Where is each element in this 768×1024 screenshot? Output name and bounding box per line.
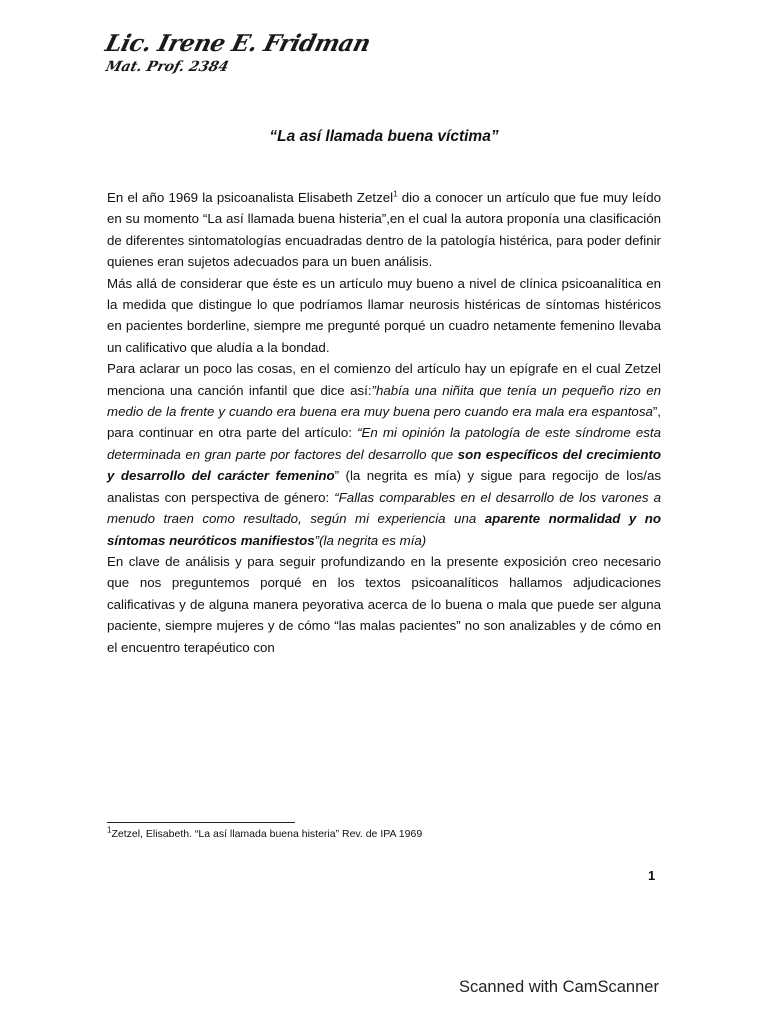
paragraph-3-intro: Para aclarar un poco las cosas, en el comienzo del artículo hay un epígrafe en el cual Zetzel menciona una canción infantil que dice así: — [107, 361, 661, 398]
paragraph-3-link: ”, para continuar en otra parte del artículo: — [107, 404, 661, 441]
paragraph-1-end: dio a conocer un artículo que fue muy leído en su momento “La así llamada buena histeria”,en el cual la autora proponía una clasificación de diferentes sintomatologías encuadradas dentro de la patología histérica, para poder definir quienes eran sujetos adecuados para un buen análisis. — [107, 190, 661, 270]
page-number: 1 — [648, 868, 656, 883]
paragraph-1 — [107, 187, 661, 273]
footnote-divider — [107, 822, 295, 823]
paragraph-3-middle: ” (la negrita es mía) y sigue para regocijo de los/as analistas con perspectiva de género: — [107, 468, 661, 505]
paragraph-4: En clave de análisis y para seguir profundizando en la presente exposición creo necesario que nos preguntemos porqué en los textos psicoanalíticos hallamos adjudicaciones calificativas y de alguna manera peyorativa acerca de lo buena o mala que puede ser alguna paciente, siempre mujeres y de cómo “las malas pacientes” no son analizables y de cómo en el encuentro terapéutico con — [107, 553, 661, 655]
paragraph-3-end: ”(la negrita es mía) — [314, 532, 427, 548]
footnote-ref: 1 — [393, 189, 398, 199]
quote-song: ”había una niñita que tenía un pequeño rizo en medio de la frente y cuando era buena era muy buena pero cuando era mala era espantosa — [107, 382, 661, 420]
quote-zetzel-1: “En mi opinión la patología de este síndrome esta determinada en gran parte por factores del desarrollo que — [107, 425, 661, 462]
footnote-text: Zetzel, Elisabeth. “La así llamada buena histeria” Rev. de IPA 1969 — [111, 828, 423, 840]
author-signature: Lic. Irene E. Fridman — [102, 30, 374, 57]
quote-zetzel-2: “Fallas comparables en el desarrollo de los varones a menudo traen como resultado, según mi experiencia una — [107, 489, 661, 527]
paragraph-3 — [107, 358, 661, 551]
footnote-number: 1 — [107, 825, 112, 835]
document-title: “La así llamada buena víctima” — [269, 128, 499, 145]
registration-number: Mat. Prof. 2384 — [104, 59, 231, 75]
scanner-watermark: Scanned with CamScanner — [459, 978, 659, 996]
paragraph-1-start: En el año 1969 la psicoanalista Elisabeth Zetzel — [107, 190, 394, 205]
letterhead — [102, 30, 374, 75]
body-text — [107, 187, 661, 658]
quote-bold-2: aparente normalidad y no síntomas neuróticos manifiestos — [107, 511, 661, 548]
footnote — [107, 825, 423, 840]
quote-bold-1: son específicos del crecimiento y desarrollo del carácter femenino — [107, 446, 661, 484]
paragraph-2: Más allá de considerar que éste es un artículo muy bueno a nivel de clínica psicoanalítica en la medida que distingue lo que podríamos llamar neurosis histéricas de síntomas histéricos en pacientes borderline, siempre me pregunté porqué un cuadro netamente femenino llevaba un calificativo que aludía a la bondad. — [107, 275, 661, 355]
